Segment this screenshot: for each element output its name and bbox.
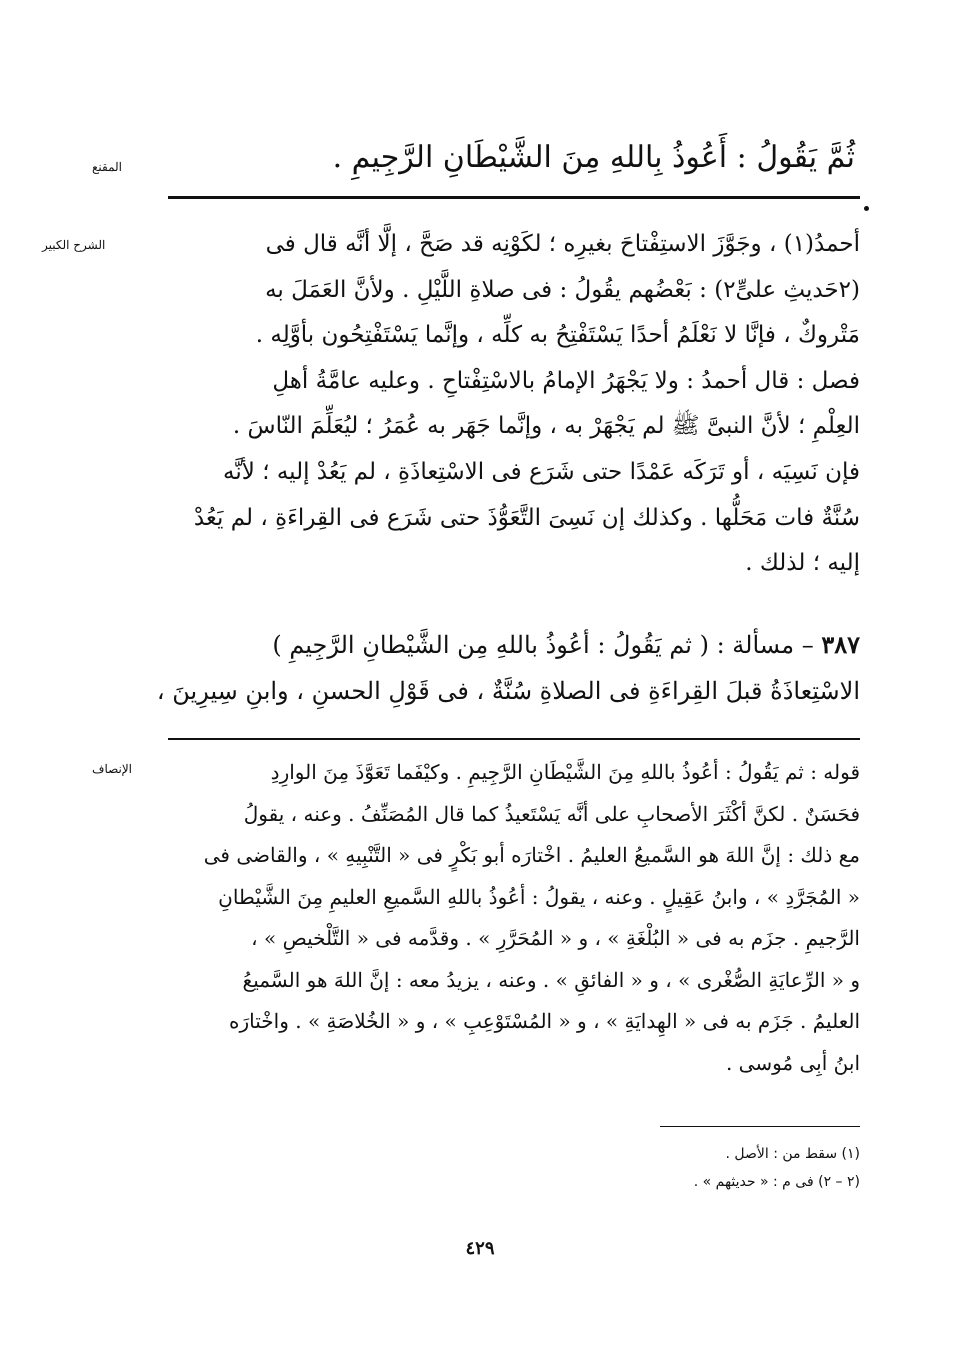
- sharh-text: [168, 222, 860, 587]
- insaf-line: الرَّجيمِ . جزَم به فى « البُلْغَةِ » ، و « المُحَرَّرِ » . وقدَّمه فى « التَّلْخيصِ » ،: [251, 926, 860, 950]
- section-rule: [168, 738, 860, 740]
- insaf-text: [168, 752, 860, 1084]
- sharh-line: فصل : قال أحمدُ : ولا يَجْهَرُ الإمامُ بالاسْتِفْتاحِ . وعليه عامَّةُ أهلِ: [272, 367, 860, 394]
- sharh-line: أحمدُ(١) ، وجَوَّزَ الاستِفْتاحَ بغيرِه ؛ لكَوْنِه قد صَحَّ ، إلَّا أنَّه قال فى: [265, 231, 860, 257]
- muqni-text: ثُمَّ يَقُولُ : أَعُوذُ بِاللهِ مِنَ الشَّيْطَانِ الرَّجِيمِ .: [332, 140, 855, 175]
- side-label-insaf: الإنصاف: [92, 762, 133, 776]
- insaf-line: قوله : ثم يَقُولُ : أعُوذُ باللهِ مِنَ الشَّيْطَانِ الرَّجِيمِ . وكيْفَما تَعَوَّذَ مِنَ الوارِدِ: [270, 760, 860, 784]
- masala-line: الاسْتِعاذَةُ قبلَ القِراءَةِ فى الصلاةِ سُنَّةٌ ، فى قَوْلِ الحسنِ ، وابنِ سِيرِينَ ،: [156, 677, 860, 705]
- side-label-sharh: الشرح الكبير: [42, 238, 106, 252]
- sharh-line: فإن نَسِيَه ، أو تَرَكَه عَمْدًا حتى شَرَع فى الاسْتِعاذَةِ ، لم يَعُدْ إليه ؛ لأنَّه: [223, 458, 860, 485]
- insaf-line: « المُجَرَّدِ » ، وابنُ عَقِيلٍ . وعنه ، يقولُ : أعُوذُ باللهِ السَّميعِ العليمِ مِنَ الشَّيْطانِ: [218, 884, 860, 909]
- masala-line: [168, 622, 860, 668]
- insaf-line: و « الرِّعايَةِ الصُّغْرى » ، و « الفائقِ » . وعنه ، يزيدُ معه : إنَّ اللهَ هو السَّميعُ: [242, 967, 860, 992]
- sharh-line: سُنَّةٌ فات مَحَلُّها . وكذلك إن نَسِىَ التَّعَوُّذَ حتى شَرَع فى القِراءَةِ ، لم يَعُدْ: [193, 504, 860, 531]
- sharh-line: إليه ؛ لذلك .: [745, 550, 860, 577]
- footnotes: [560, 1140, 860, 1196]
- masala-number: ٣٨٧: [821, 630, 860, 659]
- margin-dot: [864, 206, 869, 211]
- footnote-2: (٢ – ٢) فى م : « حديثهم » .: [693, 1174, 860, 1190]
- page-number: ٤٢٩: [465, 1238, 495, 1259]
- insaf-line: ابنُ أبِى مُوسى .: [725, 1050, 860, 1075]
- insaf-line: مع ذلك : إنَّ اللهَ هو السَّميعُ العليمُ . اخْتارَه أبو بَكْرٍ فى « التَّنْبِيهِ » ، والقاضى فى: [203, 843, 860, 867]
- masala-text: – مسألة : ( ثم يَقُولُ : أعُوذُ باللهِ مِن الشَّيْطانِ الرَّجِيمِ ): [272, 631, 814, 659]
- header-rule: [168, 196, 860, 199]
- footnote-1: (١) سقط من : الأصل .: [725, 1146, 860, 1162]
- sharh-line: العِلْمِ ؛ لأنَّ النبىَّ ﷺ لم يَجْهَرْ به ، وإنَّما جَهَر به عُمَرُ ؛ ليُعَلِّمَ النّاسَ .: [232, 413, 860, 440]
- insaf-line: فحَسَنٌ . لكنَّ أكْثَرَ الأصحابِ على أنَّه يَسْتَعيذُ كما قال المُصَنِّفُ . وعنه ، يقولُ: [243, 801, 860, 826]
- footnote-rule: [660, 1126, 860, 1127]
- masala-block: [156, 622, 860, 714]
- side-label-muqni: المقنع: [92, 160, 123, 174]
- sharh-line: مَتْروكٌ ، فإنَّا لا نَعْلَمُ أحدًا يَسْتَفْتِحُ به كلِّه ، وإنَّما يَسْتَفْتِحُون بأوَّلِه .: [255, 322, 860, 349]
- sharh-line: (٢حَديثِ علىٍّ٢) : بَعْضُهم يقُولُ : فى صلاةِ اللَّيْلِ . ولأنَّ العَمَلَ به: [265, 276, 860, 303]
- insaf-line: العليمُ . جَزَم به فى « الهِدايَةِ » ، و « المُسْتَوْعِبِ » ، و « الخُلاصَةِ » . واخْتارَه: [229, 1009, 860, 1033]
